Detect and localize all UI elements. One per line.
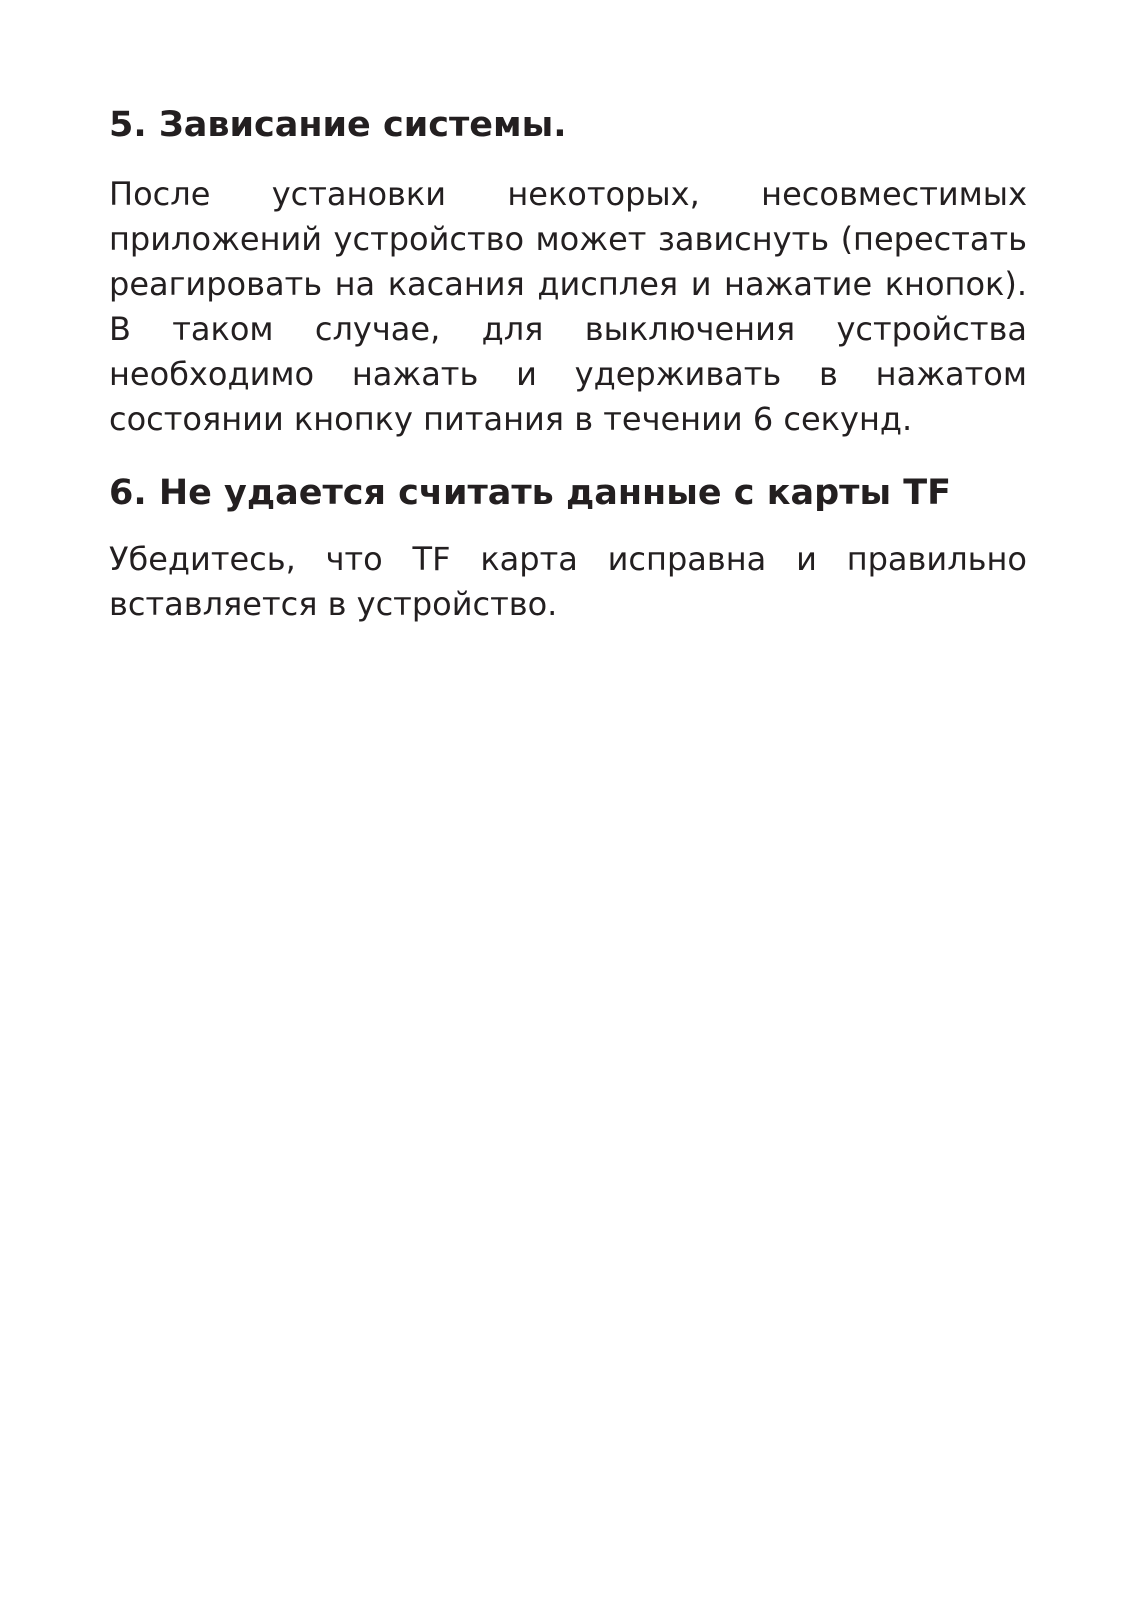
section-5-title: 5. Зависание системы.	[109, 105, 567, 145]
section-6-title: 6. Не удается считать данные с карты TF	[109, 473, 952, 513]
section-6-text: Убедитесь, что TF карта исправна и правильно вставляется в устройство.	[109, 540, 1027, 623]
section-5-text: После установки некоторых, несовместимых приложений устройство может зависнуть (перестать реагировать на касания дисплея и нажатие кнопок). В таком случае, для выключения устройства необходимо нажать и удерживать в нажатом состоянии кнопку питания в течении 6 секунд.	[109, 175, 1027, 438]
